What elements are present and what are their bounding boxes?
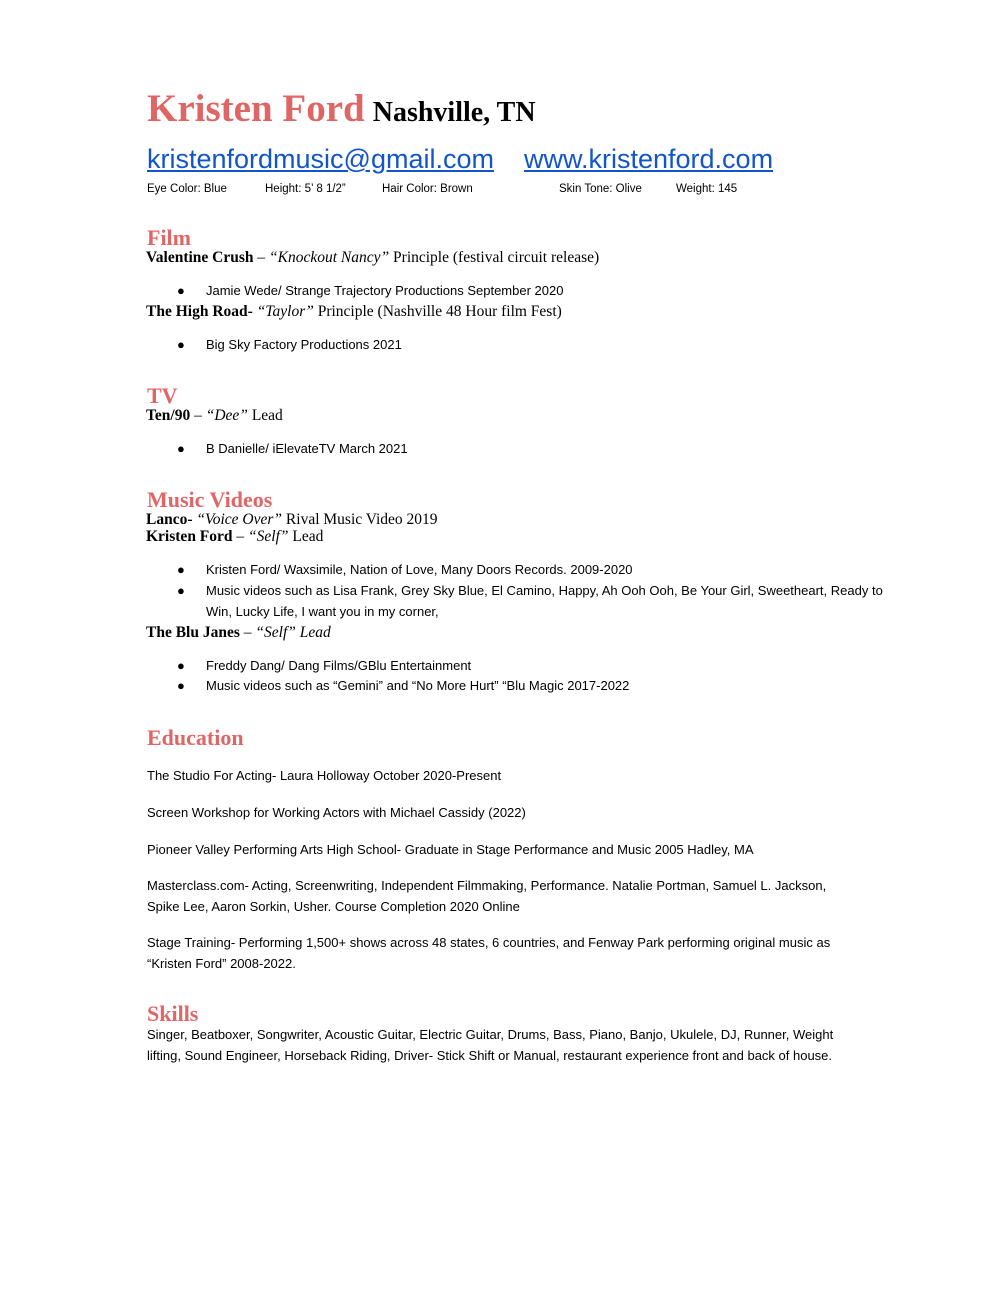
list-item <box>147 337 847 355</box>
section-heading-tv: TV <box>147 383 178 408</box>
list-item-text: Music videos such as “Gemini” and “No More Hurt” “Blu Magic 2017-2022 <box>206 678 630 693</box>
character-name: “Taylor” <box>252 303 314 320</box>
education-item: Pioneer Valley Performing Arts High School- Graduate in Stage Performance and Music 2005 Hadley, MA <box>147 842 754 857</box>
section-heading-education: Education <box>147 725 244 750</box>
separator: – <box>190 407 206 424</box>
separator: – <box>232 528 249 545</box>
list-item-text: Freddy Dang/ Dang Films/GBlu Entertainment <box>206 658 472 673</box>
character-name: “Self” <box>248 528 289 545</box>
section-heading-film: Film <box>147 225 191 250</box>
role-description: Lead <box>288 528 324 545</box>
header-name-line <box>147 86 536 131</box>
list-item <box>147 583 883 623</box>
project-title: Kristen Ford <box>146 528 233 545</box>
section-heading-music-videos: Music Videos <box>147 487 273 512</box>
education-item: Screen Workshop for Working Actors with Michael Cassidy (2022) <box>147 805 526 820</box>
location: Nashville, TN <box>372 97 536 128</box>
credit-the-high-road <box>146 303 562 321</box>
education-item: The Studio For Acting- Laura Holloway October 2020-Present <box>147 768 502 783</box>
list-item-text: Jamie Wede/ Strange Trajectory Productions September 2020 <box>206 283 564 298</box>
list-item-text: Big Sky Factory Productions 2021 <box>206 337 402 352</box>
contact-links <box>147 144 773 175</box>
skills-list: Singer, Beatboxer, Songwriter, Acoustic Guitar, Electric Guitar, Drums, Bass, Piano, Banjo, Ukulele, DJ, Runner, Weight lifting, Sound Engineer, Horseback Riding, Driver- Stick Shift or Manual, restaurant experience front and back of house. <box>147 1027 834 1063</box>
character-name: “Dee” <box>205 407 248 424</box>
list-item <box>147 562 862 580</box>
applicant-name: Kristen Ford <box>147 87 365 130</box>
credit-kristen-ford <box>146 528 323 546</box>
stat-weight: Weight: 145 <box>676 183 738 195</box>
character-name: “Voice Over” <box>192 511 283 528</box>
credit-the-blu-janes <box>146 624 331 642</box>
project-title: Ten/90 <box>146 407 191 424</box>
list-item <box>147 658 847 676</box>
project-title: Valentine Crush <box>146 249 254 266</box>
education-item: Stage Training- Performing 1,500+ shows across 48 states, 6 countries, and Fenway Park performing original music as “Kristen Ford” 2008-2022. <box>147 935 831 971</box>
role-description: Principle (Nashville 48 Hour film Fest) <box>313 303 562 320</box>
list-item-text: B Danielle/ iElevateTV March 2021 <box>206 441 408 456</box>
stat-hair: Hair Color: Brown <box>382 183 473 195</box>
role-description: Lead <box>247 407 283 424</box>
credit-lanco <box>146 511 438 529</box>
bullet-icon: ● <box>177 583 185 598</box>
credit-valentine-crush <box>146 249 599 267</box>
list-item-text: Music videos such as Lisa Frank, Grey Sky Blue, El Camino, Happy, Ah Ooh Ooh, Be Your Girl, Sweetheart, Ready to <box>206 583 883 598</box>
credit-ten-90 <box>146 407 283 425</box>
list-item <box>147 441 847 459</box>
separator: – <box>239 624 256 641</box>
stat-skin: Skin Tone: Olive <box>559 183 642 195</box>
stat-eye: Eye Color: Blue <box>147 183 227 195</box>
project-title: The Blu Janes <box>146 624 240 641</box>
role-description: Rival Music Video 2019 <box>282 511 438 528</box>
list-item <box>147 283 847 301</box>
list-item <box>147 678 847 696</box>
bullet-icon: ● <box>177 283 185 298</box>
character-name: “Self” Lead <box>255 624 331 641</box>
section-heading-skills: Skills <box>147 1001 199 1026</box>
stat-height: Height: 5’ 8 1/2” <box>265 183 346 195</box>
role-description: Principle (festival circuit release) <box>389 249 600 266</box>
bullet-icon: ● <box>177 441 185 456</box>
email-link[interactable]: kristenfordmusic@gmail.com <box>147 144 494 174</box>
separator: – <box>253 249 270 266</box>
list-item-text: Kristen Ford/ Waxsimile, Nation of Love, Many Doors Records. 2009-2020 <box>206 562 633 577</box>
project-title: The High Road- <box>146 303 253 320</box>
education-item: Masterclass.com- Acting, Screenwriting, Independent Filmmaking, Performance. Natalie Portman, Samuel L. Jackson, Spike Lee, Aaron Sorkin, Usher. Course Completion 2020 Online <box>147 878 827 914</box>
bullet-icon: ● <box>177 562 185 577</box>
list-item-text-continued: Win, Lucky Life, I want you in my corner, <box>206 604 439 619</box>
bullet-icon: ● <box>177 337 185 352</box>
bullet-icon: ● <box>177 678 185 693</box>
character-name: “Knockout Nancy” <box>269 249 390 266</box>
bullet-icon: ● <box>177 658 185 673</box>
website-link[interactable]: www.kristenford.com <box>524 144 774 174</box>
project-title: Lanco- <box>146 511 193 528</box>
